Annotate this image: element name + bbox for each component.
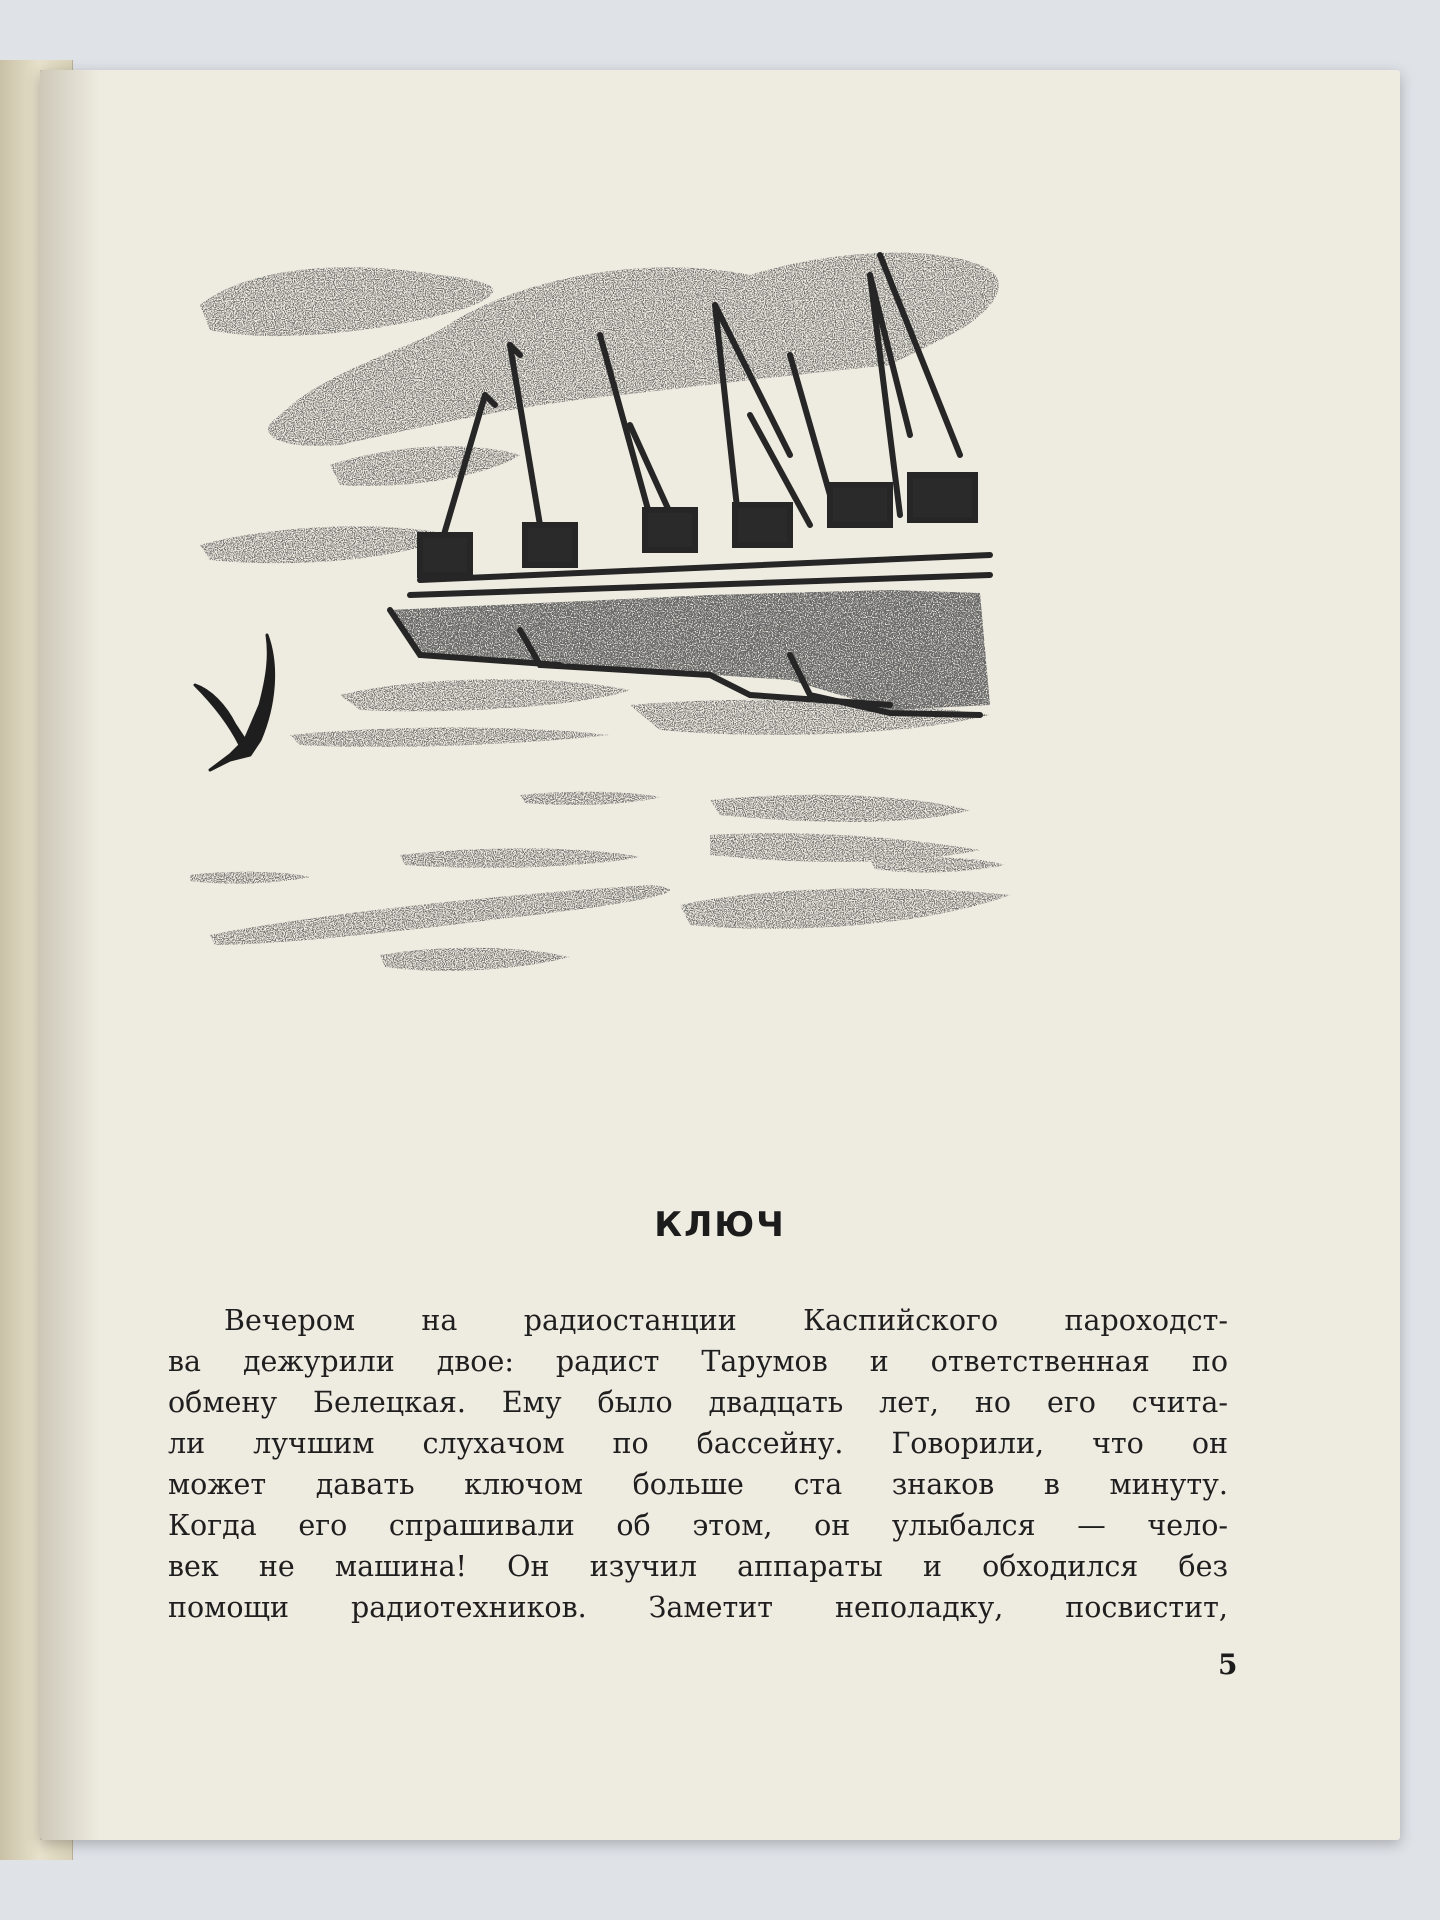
page-number: 5 — [1218, 1648, 1238, 1681]
text-line: век не машина! Он изучил аппараты и обходился без — [168, 1550, 1228, 1583]
text-line: обмену Белецкая. Ему было двадцать лет, но его счита- — [168, 1386, 1228, 1419]
text-line: ли лучшим слухачом по бассейну. Говорили, что он — [168, 1427, 1228, 1460]
body-text — [168, 1300, 1228, 1628]
text-line: Вечером на радиостанции Каспийского пароходст- — [224, 1304, 1228, 1337]
text-line: ва дежурили двое: радист Тарумов и ответственная по — [168, 1345, 1228, 1378]
page-gutter-shadow — [40, 70, 100, 1840]
text-line: Когда его спрашивали об этом, он улыбался — чело- — [168, 1509, 1228, 1542]
harbor-cranes-illustration — [190, 235, 1210, 1095]
chapter-title: КЛЮЧ — [654, 1205, 786, 1245]
water-streaks — [190, 728, 1010, 971]
text-line: помощи радиотехников. Заметит неполадку, посвистит, — [168, 1591, 1228, 1624]
text-line: может давать ключом больше ста знаков в минуту. — [168, 1468, 1228, 1501]
seagull-icon — [195, 635, 274, 770]
